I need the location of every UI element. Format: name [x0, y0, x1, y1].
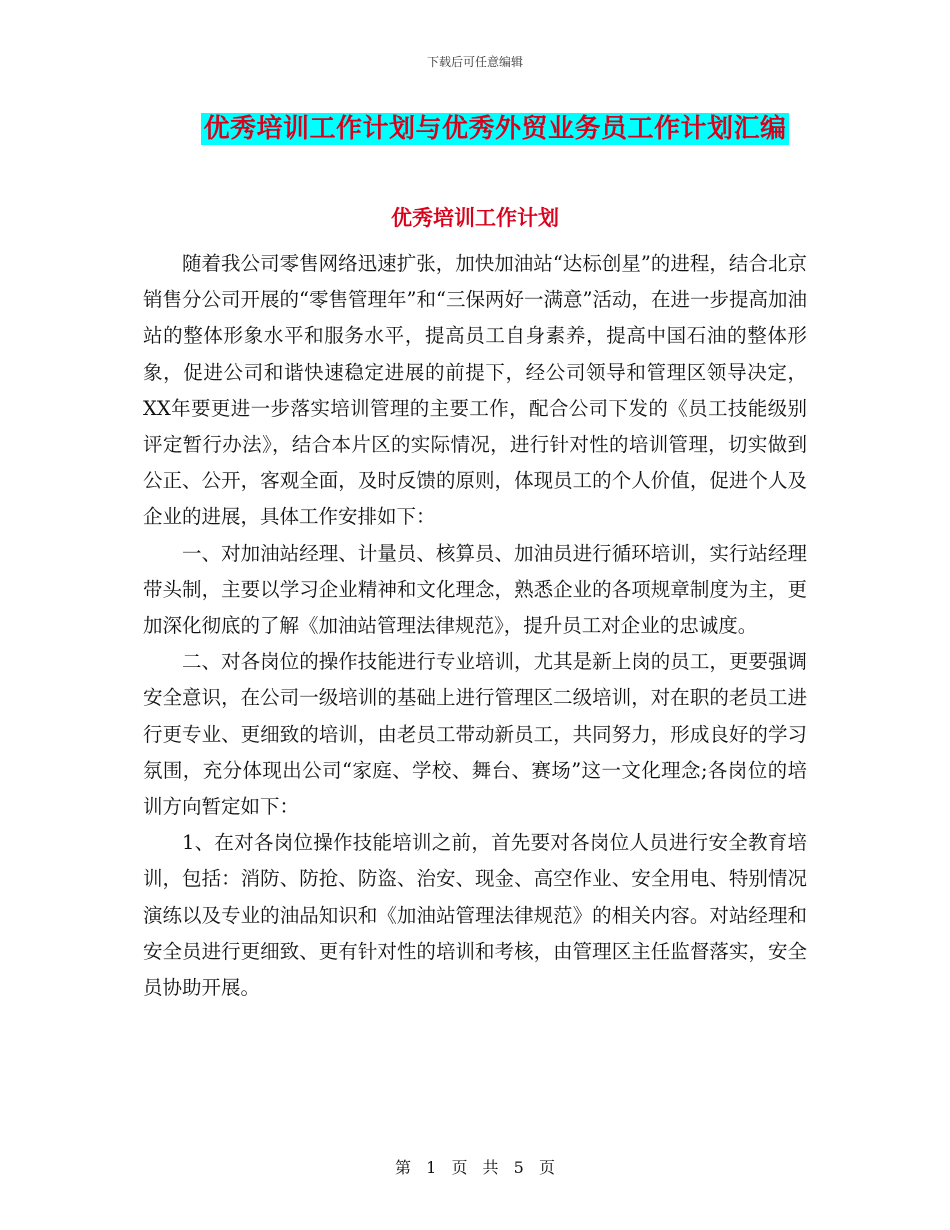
- footer-total-pages: 5: [513, 1158, 524, 1177]
- body-text: [143, 246, 807, 1006]
- paragraph-intro: 随着我公司零售网络迅速扩张，加快加油站“达标创星”的进程，结合北京销售分公司开展的“零售管理年”和“三保两好一满意”活动，在进一步提高加油站的整体形象水平和服务水平，提高员工自身素养，提高中国石油的整体形象，促进公司和谐快速稳定进展的前提下，经公司领导和管理区领导决定，XX年要更进一步落实培训管理的主要工作，配合公司下发的《员工技能级别评定暂行办法》，结合本片区的实际情况，进行针对性的培训管理，切实做到公正、公开，客观全面，及时反馈的原则，体现员工的个人价值，促进个人及企业的进展，具体工作安排如下：: [143, 252, 807, 529]
- footer-total-prefix: 共: [482, 1158, 499, 1177]
- document-title-container: [0, 113, 950, 145]
- paragraph-item-2: 二、对各岗位的操作技能进行专业培训，尤其是新上岗的员工，更要强调安全意识，在公司一级培训的基础上进行管理区二级培训，对在职的老员工进行更专业、更细致的培训，由老员工带动新员工，共同努力，形成良好的学习氛围，充分体现出公司“家庭、学校、舞台、赛场”这一文化理念;各岗位的培训方向暂定如下：: [143, 650, 807, 819]
- footer-total-suffix: 页: [538, 1158, 555, 1177]
- page-footer: [0, 1155, 950, 1178]
- footer-current-page: 1: [426, 1158, 437, 1177]
- footer-prefix: 第: [395, 1158, 412, 1177]
- paragraph-subitem-1: 1、在对各岗位操作技能培训之前，首先要对各岗位人员进行安全教育培训，包括：消防、防抢、防盗、治安、现金、高空作业、安全用电、特别情况演练以及专业的油品知识和《加油站管理法律规范》的相关内容。对站经理和安全员进行更细致、更有针对性的培训和考核，由管理区主任监督落实，安全员协助开展。: [143, 831, 807, 1000]
- section-title: 优秀培训工作计划: [391, 206, 559, 230]
- paragraph-item-1: 一、对加油站经理、计量员、核算员、加油员进行循环培训，实行站经理带头制，主要以学习企业精神和文化理念，熟悉企业的各项规章制度为主，更加深化彻底的了解《加油站管理法律规范》，提升员工对企业的忠诚度。: [143, 541, 807, 638]
- document-title: 优秀培训工作计划与优秀外贸业务员工作计划汇编: [203, 114, 787, 144]
- footer-page-label: 页: [451, 1158, 468, 1177]
- header-note: 下载后可任意编辑: [426, 55, 523, 69]
